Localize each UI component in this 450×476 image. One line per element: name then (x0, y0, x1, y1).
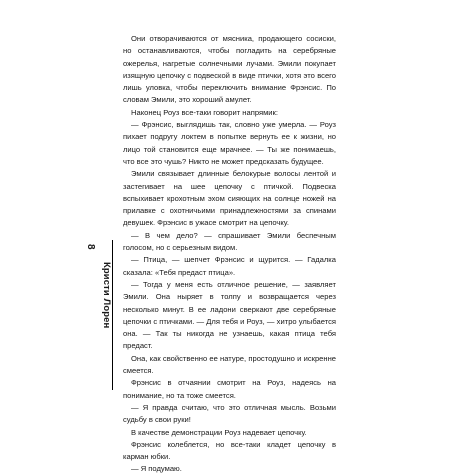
paragraph: — Я подумаю. (131, 464, 182, 474)
running-head: Кристи Лорен (101, 262, 112, 329)
margin-rule (112, 240, 113, 390)
paragraph: Она, как свойственно ее натуре, простодушно и искренне смеется. (123, 353, 336, 376)
paragraph: Эмили связывает длинные белокурые волосы лентой и застегивает на шее цепочку с птичкой. Подвеска вспыхивает крохотным эхом сияющих на солнце ножей на прилавке с охотничьими принадлежностями за спинами девушек. Фрэнсис в ужасе смотрит на цепочку. (123, 169, 336, 228)
paragraph: Наконец Роуз все-таки говорит напрямик: (131, 107, 278, 117)
paragraph: — Птица, — шепчет Фрэнсис и щурится. — Гадалка сказала: «Тебя предаст птица». (123, 255, 336, 277)
paragraph: Они отворачиваются от мясника, продающего сосиски, но останавливаются, чтобы погладить на серебряные ожерелья, нагретые солнечными лучами. Эмили покупает изящную цепочку с подвеской в виде птички, хотя это всего лишь уловка, чтобы переключить внимание Фрэнсис. По словам Эмили, это хороший амулет. (123, 34, 336, 105)
paragraph: — Тогда у меня есть отличное решение, — заявляет Эмили. Она ныряет в толпу и возвращается через несколько минут. В ее ладони сверкают две серебряные цепочки с птичками. — Для тебя и Роуз, — хитро улыбается она. — Так ты никогда не узнаешь, какая птица тебя предаст. (123, 279, 336, 351)
paragraph: — Фрэнсис, выглядишь так, словно уже умерла. — Роуз пихает подругу локтем в попытке вернуть ее к жизни, но лицо той становится еще мрачнее. — Ты же понимаешь, что все это чушь? Никто не может предсказать будущее. (123, 120, 336, 166)
paragraph: Фрэнсис в отчаянии смотрит на Роуз, надеясь на понимание, но та тоже смеется. (123, 378, 336, 400)
body-text (123, 33, 336, 476)
paragraph: Фрэнсис колеблется, но все-таки кладет цепочку в карман юбки. (123, 439, 336, 462)
paragraph: — В чем дело? — спрашивает Эмили беспечным голосом, но с серьезным видом. (123, 230, 336, 253)
paragraph: — Я правда считаю, что это отличная мысль. Возьми судьбу в свои руки! (123, 402, 336, 425)
page-number: 8 (85, 244, 96, 250)
paragraph: В качестве демонстрации Роуз надевает цепочку. (131, 427, 307, 437)
